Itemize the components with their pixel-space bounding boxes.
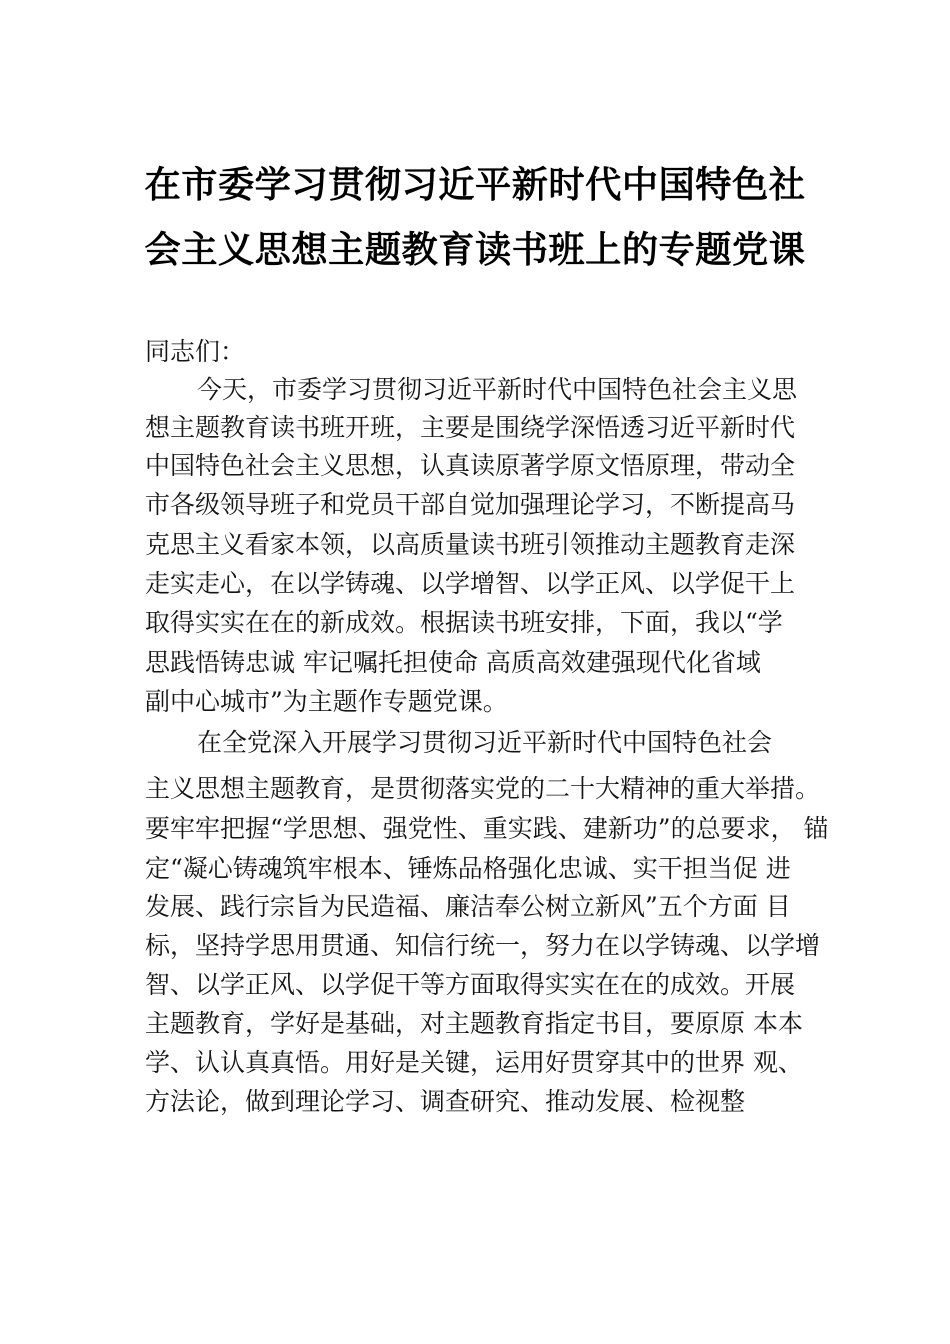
title-line-1: 在市委学习贯彻习近平新时代中国特色社: [144, 163, 806, 206]
salutation: 同志们：: [145, 337, 246, 366]
paragraph2-line: 标，坚持学思用贯通、知信行统一，努力在以学铸魂、以学增: [145, 931, 821, 960]
paragraph2-line: 方法论，做到理论学习、调查研究、推动发展、检视整: [145, 1087, 746, 1116]
paragraph1-line: 走实走心，在以学铸魂、以学增智、以学正风、以学促干上: [145, 569, 796, 598]
paragraph1-line: 副中心城市”为主题作专题党课。: [145, 687, 508, 716]
paragraph2-line: 主题教育，学好是基础，对主题教育指定书目，要原原 本本: [145, 1009, 803, 1038]
paragraph2-line: 在全党深入开展学习贯彻习近平新时代中国特色社会: [197, 728, 773, 757]
paragraph2-line: 发展、践行宗旨为民造福、廉洁奉公树立新风”五个方面 目: [145, 892, 791, 921]
paragraph1-line: 中国特色社会主义思想，认真读原著学原文悟原理，带动全: [145, 451, 796, 480]
paragraph1-line: 想主题教育读书班开班，主要是围绕学深悟透习近平新时代: [145, 413, 796, 442]
paragraph2-line: 定“凝心铸魂筑牢根本、锤炼品格强化忠诚、实干担当促 进: [145, 854, 791, 883]
paragraph2-line: 智、以学正风、以学促干等方面取得实实在在的成效。开展: [145, 970, 796, 999]
paragraph1-line: 取得实实在在的新成效。根据读书班安排，下面，我以“学: [145, 608, 783, 637]
paragraph1-line: 克思主义看家本领，以高质量读书班引领推动主题教育走深: [145, 530, 796, 559]
paragraph1-line: 今天，市委学习贯彻习近平新时代中国特色社会主义思: [197, 375, 798, 404]
paragraph1-line: 市各级领导班子和党员干部自觉加强理论学习，不断提高马: [145, 490, 796, 519]
paragraph2-line: 学、认认真真悟。用好是关键，运用好贯穿其中的世界 观、: [145, 1048, 803, 1077]
title-line-2: 会主义思想主题教育读书班上的专题党课: [144, 228, 806, 271]
paragraph1-line: 思践悟铸忠诚 牢记嘱托担使命 高质高效建强现代化省域: [145, 648, 761, 677]
paragraph2-line: 主义思想主题教育，是贯彻落实党的二十大精神的重大举措。: [145, 774, 821, 803]
paragraph2-line: 要牢牢把握“学思想、强党性、重实践、建新功”的总要求， 锚: [145, 814, 829, 843]
